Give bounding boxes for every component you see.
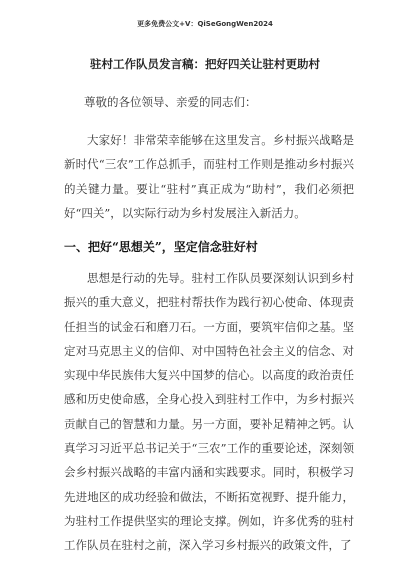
section-paragraph: 思想是行动的先导。驻村工作队员要深刻认识到乡村振兴的重大意义，把驻村帮扶作为践行初心使命、体现责任担当的试金石和磨刀石。一方面，要筑牢信仰之基。坚定对马克思主义的信仰、对中国特色社会主义的信念、对实现中华民族伟大复兴中国梦的信心。以高度的政治责任感和历史使命感，全身心投入到驻村工作中，为乡村振兴贡献自己的智慧和力量。另一方面，要补足精神之钙。认真学习习近平总书记关于“三农”工作的重要论述，深刻领会乡村振兴战略的丰富内涵和实践要求。同时，积极学习先进地区的成功经验和做法，不断拓宽视野、提升能力，为驻村工作提供坚实的理论支撑。例如，许多优秀的驻村工作队员在驻村之前，深入学习乡村振兴的政策文件，了 <box>64 271 354 553</box>
intro-paragraph: 大家好！非常荣幸能够在这里发言。乡村振兴战略是新时代“三农”工作总抓手，而驻村工作则是推动乡村振兴的关键力量。要让“驻村”真正成为“助村”，我们必须把好“四关”，以实际行动为乡村发展注入新活力。 <box>64 133 354 220</box>
greeting: 尊敬的各位领导、亲爱的同志们： <box>84 95 257 109</box>
header-note: 更多免费公文+V：QiSeGongWen2024 <box>137 20 273 28</box>
document-title: 驻村工作队员发言稿：把好四关让驻村更助村 <box>90 57 320 71</box>
section-heading: 一、把好“思想关”，坚定信念驻好村 <box>64 240 258 254</box>
